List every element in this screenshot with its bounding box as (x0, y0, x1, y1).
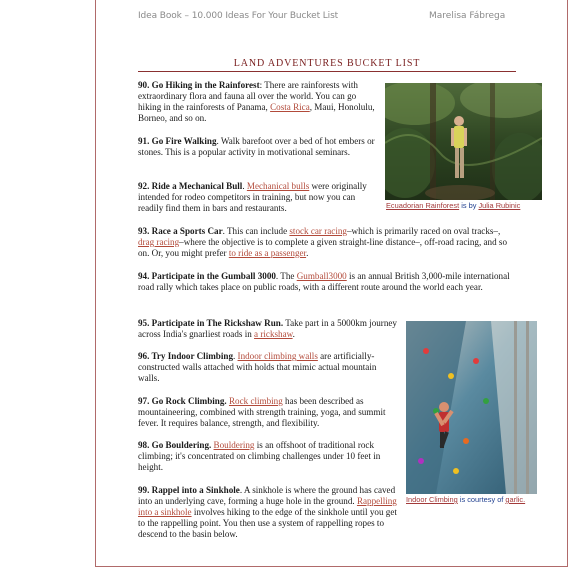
link-drag-racing[interactable]: drag racing (138, 236, 180, 247)
rainforest-caption (386, 201, 520, 210)
link-rickshaw[interactable]: a rickshaw (254, 328, 293, 339)
item-91 (138, 136, 376, 158)
header-author: Marelisa Fábrega (429, 11, 506, 21)
link-costa-rica[interactable]: Costa Rica (270, 101, 310, 112)
item-text: . A sinkhole is where the ground has caved into an underlying cave, forming a huge hole in the ground. (138, 485, 396, 506)
item-text: , Maui, Honolulu, Borneo, and so on. (138, 101, 375, 123)
item-text: . (292, 328, 295, 339)
item-96 (138, 351, 400, 384)
item-heading: 95. Participate in The Rickshaw Run. (138, 318, 284, 328)
item-text: –where the objective is to complete a given straight-line distance–, off-road racing, and so on. Or, you might prefer (138, 236, 508, 258)
item-text: is an annual British 3,000-mile international road rally which takes place on public roads, with a different route around the world each year. (138, 271, 510, 292)
rainforest-photo (385, 83, 542, 200)
caption-credit[interactable]: Julia Rubinic (478, 201, 521, 210)
item-text: . (233, 351, 238, 361)
item-text: –which is primarily raced on oval tracks–, (346, 226, 501, 236)
item-text: are artificially-constructed walls attached with holds that mimic actual mountain walls. (138, 351, 377, 383)
link-ride-as-passenger[interactable]: to ride as a passenger (228, 247, 307, 258)
title-divider (138, 71, 516, 72)
link-rappelling-sinkhole[interactable]: Rappelling into a sinkhole (138, 495, 397, 517)
item-93 (138, 226, 518, 259)
item-text: were originally intended for rodeo competitors in training, but now you can readily find them in bars and restaurants. (138, 181, 367, 213)
caption-text: is courtesy of (457, 495, 506, 504)
header-book-title: Idea Book – 10.000 Ideas For Your Bucket List (138, 11, 339, 21)
item-heading: 90. Go Hiking in the Rainforest (138, 80, 260, 90)
item-94 (138, 271, 518, 293)
item-heading: 96. Try Indoor Climbing (138, 351, 233, 361)
item-text: Take part in a 5000km journey across India's gnarliest roads in (138, 318, 397, 339)
link-rock-climbing[interactable]: Rock climbing (228, 396, 283, 406)
item-95 (138, 318, 400, 340)
caption-text: is by (459, 201, 479, 210)
item-text: involves hiking to the edge of the sinkhole until you get to the rappelling point. You then use a system of rappelling ropes to descend to the basin below. (138, 506, 397, 539)
section-title: LAND ADVENTURES BUCKET LIST (233, 58, 421, 69)
caption-link[interactable]: Ecuadorian Rainforest (386, 201, 460, 210)
item-heading: 99. Rappel into a Sinkhole (138, 485, 240, 495)
item-heading: 98. Go Bouldering. (138, 440, 212, 450)
item-heading: 91. Go Fire Walking (138, 136, 217, 146)
link-gumball3000[interactable]: Gumball3000 (296, 271, 347, 281)
item-97 (138, 396, 400, 429)
link-stock-car-racing[interactable]: stock car racing (289, 226, 347, 236)
item-90 (138, 80, 376, 124)
link-bouldering[interactable]: Bouldering (213, 440, 255, 450)
item-99 (138, 485, 400, 540)
item-text: . (306, 247, 309, 258)
item-text: . The (275, 271, 297, 281)
item-heading: 97. Go Rock Climbing. (138, 396, 227, 406)
item-heading: 93. Race a Sports Car (138, 226, 223, 236)
item-heading: 94. Participate in the Gumball 3000 (138, 271, 276, 281)
item-92 (138, 181, 376, 214)
indoor-climbing-photo (406, 321, 537, 494)
item-text: . This can include (222, 226, 290, 236)
climbing-caption (406, 495, 525, 504)
link-indoor-climbing-walls[interactable]: Indoor climbing walls (237, 351, 318, 361)
item-text: : There are rainforests with extraordinary flora and fauna all over the world. You can go hiking in the rainforests of Panama, (138, 80, 358, 112)
item-98 (138, 440, 400, 473)
item-text: . Walk barefoot over a bed of hot embers or stones. This is a popular activity in motivational seminars. (138, 136, 375, 157)
link-mechanical-bulls[interactable]: Mechanical bulls (246, 181, 310, 191)
caption-credit[interactable]: garlic. (505, 495, 526, 504)
caption-link[interactable]: Indoor Climbing (406, 495, 458, 504)
item-heading: 92. Ride a Mechanical Bull (138, 181, 243, 191)
item-text: is an offshoot of traditional rock climbing; it's concentrated on climbing challenges under 10 feet in height. (138, 440, 381, 472)
item-text: . (242, 181, 247, 191)
item-text: has been described as mountaineering, combined with strength training, yoga, and summit fever. It requires balance, strength, and flexibility. (138, 396, 386, 428)
